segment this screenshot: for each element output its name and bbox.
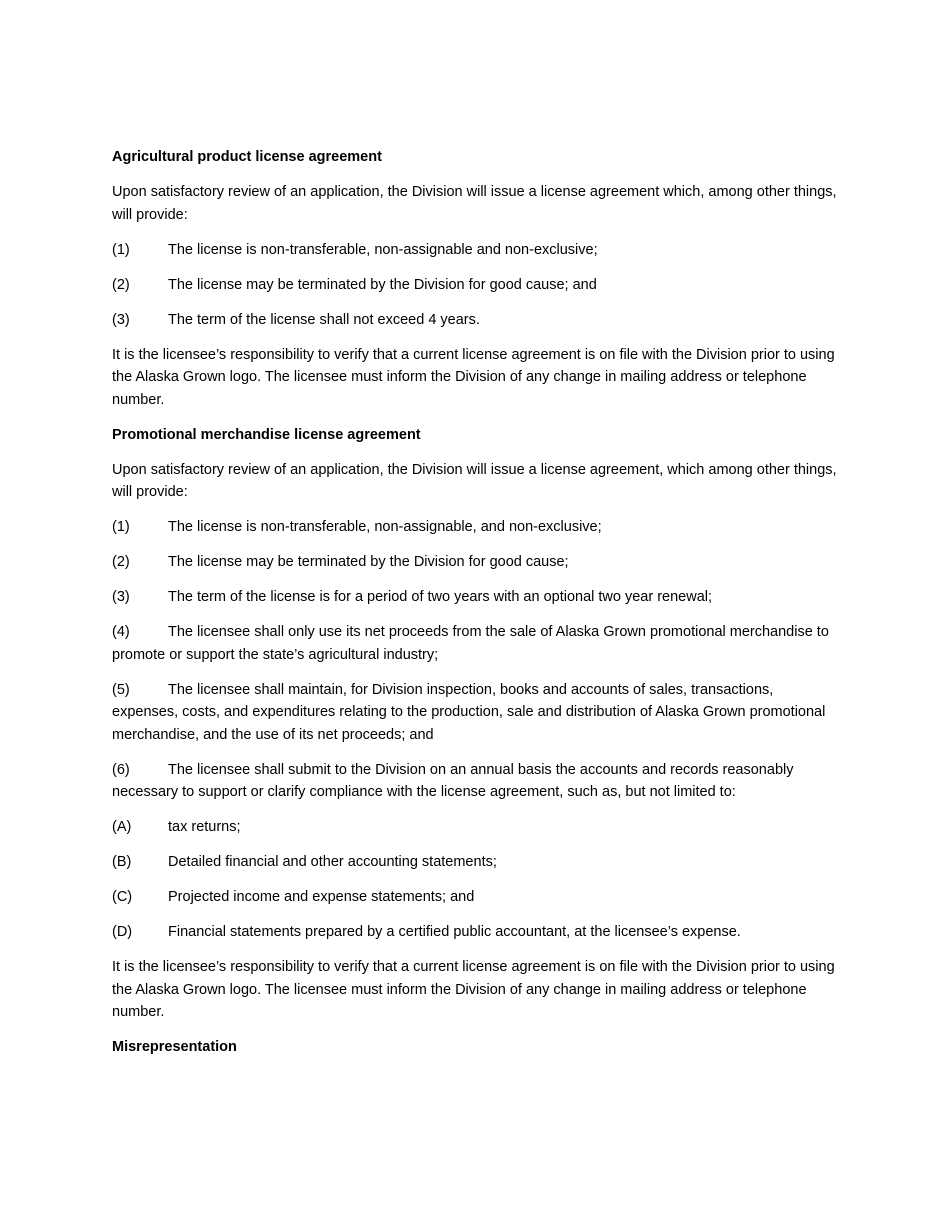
list-item-number: (4)	[112, 624, 130, 640]
list-item-text: The term of the license is for a period of two years with an optional two year renewal;	[168, 589, 713, 605]
sub-list-item-text: Projected income and expense statements; and	[168, 889, 475, 905]
list-item	[112, 679, 840, 747]
list-item-text: The license may be terminated by the Division for good cause;	[168, 554, 569, 570]
section-closing: It is the licensee’s responsibility to verify that a current license agreement is on file with the Division prior to using the Alaska Grown logo. The licensee must inform the Division of any change in mailing address or telephone number.	[112, 346, 835, 408]
sub-list-item-text: Financial statements prepared by a certified public accountant, at the licensee’s expense.	[168, 924, 741, 940]
sub-list-item	[112, 886, 840, 909]
sub-list-item-letter: (D)	[112, 924, 133, 940]
sub-list-item-letter: (B)	[112, 854, 132, 870]
list-item	[112, 309, 840, 332]
list-item-number: (5)	[112, 681, 130, 698]
list-item-number: (1)	[112, 519, 130, 535]
list-item	[112, 239, 840, 262]
section-intro: Upon satisfactory review of an application, the Division will issue a license agreement, which among other things, will provide:	[112, 461, 837, 500]
list-item-text: The licensee shall submit to the Division on an annual basis the accounts and records reasonably necessary to support or clarify compliance with the license agreement, such as, but not limited to:	[112, 761, 794, 800]
sub-list-item-text: tax returns;	[168, 819, 241, 835]
sub-list-item-letter: (C)	[112, 889, 133, 905]
list-item-number: (1)	[112, 241, 130, 258]
section-heading-misrepresentation: Misrepresentation	[112, 1039, 237, 1055]
list-item	[112, 516, 840, 539]
list-item	[112, 274, 840, 297]
sub-list-item-text: Detailed financial and other accounting statements;	[168, 854, 497, 870]
list-item-number: (2)	[112, 276, 130, 293]
document-page	[112, 146, 840, 1071]
section-intro: Upon satisfactory review of an application, the Division will issue a license agreement which, among other things, will provide:	[112, 184, 837, 223]
list-item-text: The licensee shall only use its net proceeds from the sale of Alaska Grown promotional merchandise to promote or support the state’s agricultural industry;	[112, 624, 829, 663]
list-item	[112, 621, 840, 666]
sub-list-item	[112, 851, 840, 874]
list-item-text: The license is non-transferable, non-assignable and non-exclusive;	[168, 241, 598, 258]
section-closing: It is the licensee’s responsibility to verify that a current license agreement is on file with the Division prior to using the Alaska Grown logo. The licensee must inform the Division of any change in mailing address or telephone number.	[112, 959, 835, 1020]
list-item	[112, 586, 840, 609]
list-item	[112, 551, 840, 574]
sub-list-item	[112, 921, 840, 944]
section-heading-agricultural: Agricultural product license agreement	[112, 149, 382, 165]
sub-list-item-letter: (A)	[112, 819, 132, 835]
list-item-number: (3)	[112, 311, 130, 328]
list-item-number: (3)	[112, 589, 130, 605]
list-item-number: (6)	[112, 761, 130, 778]
list-item-text: The licensee shall maintain, for Division inspection, books and accounts of sales, transactions, expenses, costs, and expenditures relating to the production, sale and distribution of Alaska Grown promotional merchandise, and the use of its net proceeds; and	[112, 681, 826, 743]
list-item-text: The license is non-transferable, non-assignable, and non-exclusive;	[168, 519, 602, 535]
sub-list-item	[112, 816, 840, 839]
list-item-number: (2)	[112, 554, 130, 570]
list-item-text: The term of the license shall not exceed 4 years.	[168, 311, 480, 328]
list-item	[112, 759, 840, 804]
section-heading-promotional: Promotional merchandise license agreement	[112, 426, 421, 443]
list-item-text: The license may be terminated by the Division for good cause; and	[168, 276, 597, 293]
